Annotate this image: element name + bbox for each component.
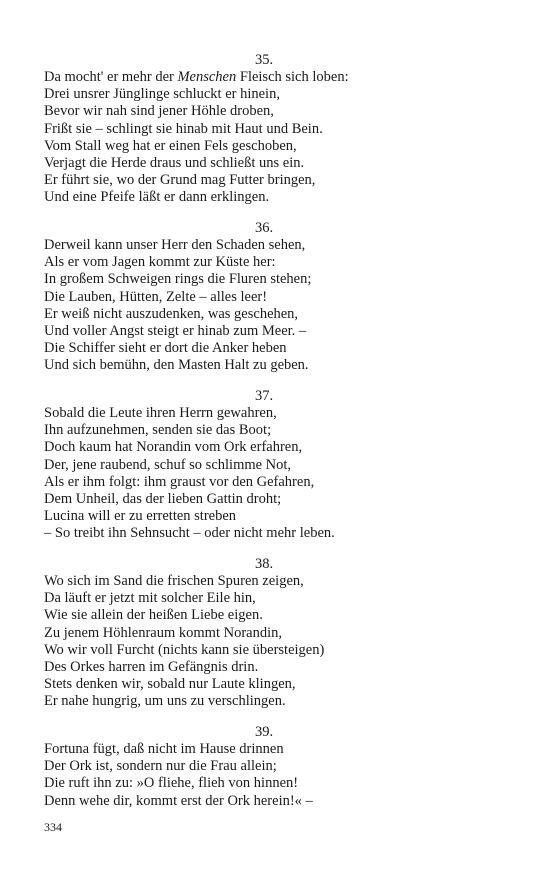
- verse-line: Stets denken wir, sobald nur Laute klingen,: [44, 676, 296, 693]
- verse-line: Dem Unheil, das der lieben Gattin droht;: [44, 491, 282, 508]
- stanza-39: [44, 724, 484, 810]
- verse-line: – So treibt ihn Sehnsucht – oder nicht mehr leben.: [44, 525, 335, 542]
- verse-line: Und sich bemühn, den Masten Halt zu geben.: [44, 357, 309, 374]
- stanza-37: [44, 388, 484, 543]
- verse-line: Er führt sie, wo der Grund mag Futter bringen,: [44, 172, 316, 189]
- verse-line: Da mocht' er mehr der Menschen Fleisch sich loben:: [44, 69, 349, 85]
- verse-line: Wo wir voll Furcht (nichts kann sie übersteigen): [44, 641, 325, 658]
- verse-line: Derweil kann unser Herr den Schaden sehen,: [44, 237, 306, 253]
- verse-line: Ihn aufzunehmen, senden sie das Boot;: [44, 422, 272, 439]
- verse-line: Er nahe hungrig, um uns zu verschlingen.: [44, 693, 286, 710]
- verse-line: Wo sich im Sand die frischen Spuren zeigen,: [44, 573, 304, 589]
- stanza-number: 38.: [254, 556, 274, 572]
- stanza-number: 35.: [254, 52, 274, 68]
- verse-line: Wie sie allein der heißen Liebe eigen.: [44, 607, 263, 624]
- verse-line: Zu jenem Höhlenraum kommt Norandin,: [44, 624, 282, 641]
- verse-line: Da läuft er jetzt mit solcher Eile hin,: [44, 590, 256, 607]
- verse-line: Und voller Angst steigt er hinab zum Meer. –: [44, 323, 307, 340]
- stanza-number: 36.: [254, 220, 274, 236]
- verse-line: Der Ork ist, sondern nur die Frau allein;: [44, 758, 277, 775]
- verse-line: Die ruft ihn zu: »O fliehe, flieh von hinnen!: [44, 775, 299, 792]
- verse-line: Als er ihm folgt: ihm graust vor den Gefahren,: [44, 473, 315, 490]
- verse-line: Fortuna fügt, daß nicht im Hause drinnen: [44, 741, 284, 757]
- verse-line: Als er vom Jagen kommt zur Küste her:: [44, 254, 276, 271]
- verse-line: Denn wehe dir, kommt erst der Ork herein!« –: [44, 792, 313, 809]
- verse-line: Frißt sie – schlingt sie hinab mit Haut und Bein.: [44, 120, 323, 137]
- stanza-number: 37.: [254, 388, 274, 404]
- stanza-number: 39.: [254, 724, 274, 740]
- verse-line: Der, jene raubend, schuf so schlimme Not,: [44, 456, 292, 473]
- verse-line: Die Schiffer sieht er dort die Anker heben: [44, 340, 287, 357]
- verse-line: Lucina will er zu erretten streben: [44, 508, 237, 525]
- verse-line: Bevor wir nah sind jener Höhle droben,: [44, 103, 274, 120]
- verse-line: Die Lauben, Hütten, Zelte – alles leer!: [44, 288, 268, 305]
- stanza-36: [44, 220, 484, 375]
- verse-line: Doch kaum hat Norandin vom Ork erfahren,: [44, 439, 303, 456]
- verse-line: Drei unsrer Jünglinge schluckt er hinein,: [44, 86, 280, 103]
- verse-line: Er weiß nicht auszudenken, was geschehen,: [44, 305, 299, 322]
- verse-line: Sobald die Leute ihren Herrn gewahren,: [44, 405, 277, 421]
- verse-line: Und eine Pfeife läßt er dann erklingen.: [44, 189, 270, 206]
- stanza-38: [44, 556, 484, 711]
- verse-line: Vom Stall weg hat er einen Fels geschoben,: [44, 137, 297, 154]
- verse-line: Des Orkes harren im Gefängnis drin.: [44, 659, 259, 676]
- page-number: 334: [44, 820, 62, 834]
- verse-line: In großem Schweigen rings die Fluren stehen;: [44, 271, 312, 288]
- stanza-35: [44, 52, 484, 207]
- verse-line: Verjagt die Herde draus und schließt uns ein.: [44, 155, 305, 172]
